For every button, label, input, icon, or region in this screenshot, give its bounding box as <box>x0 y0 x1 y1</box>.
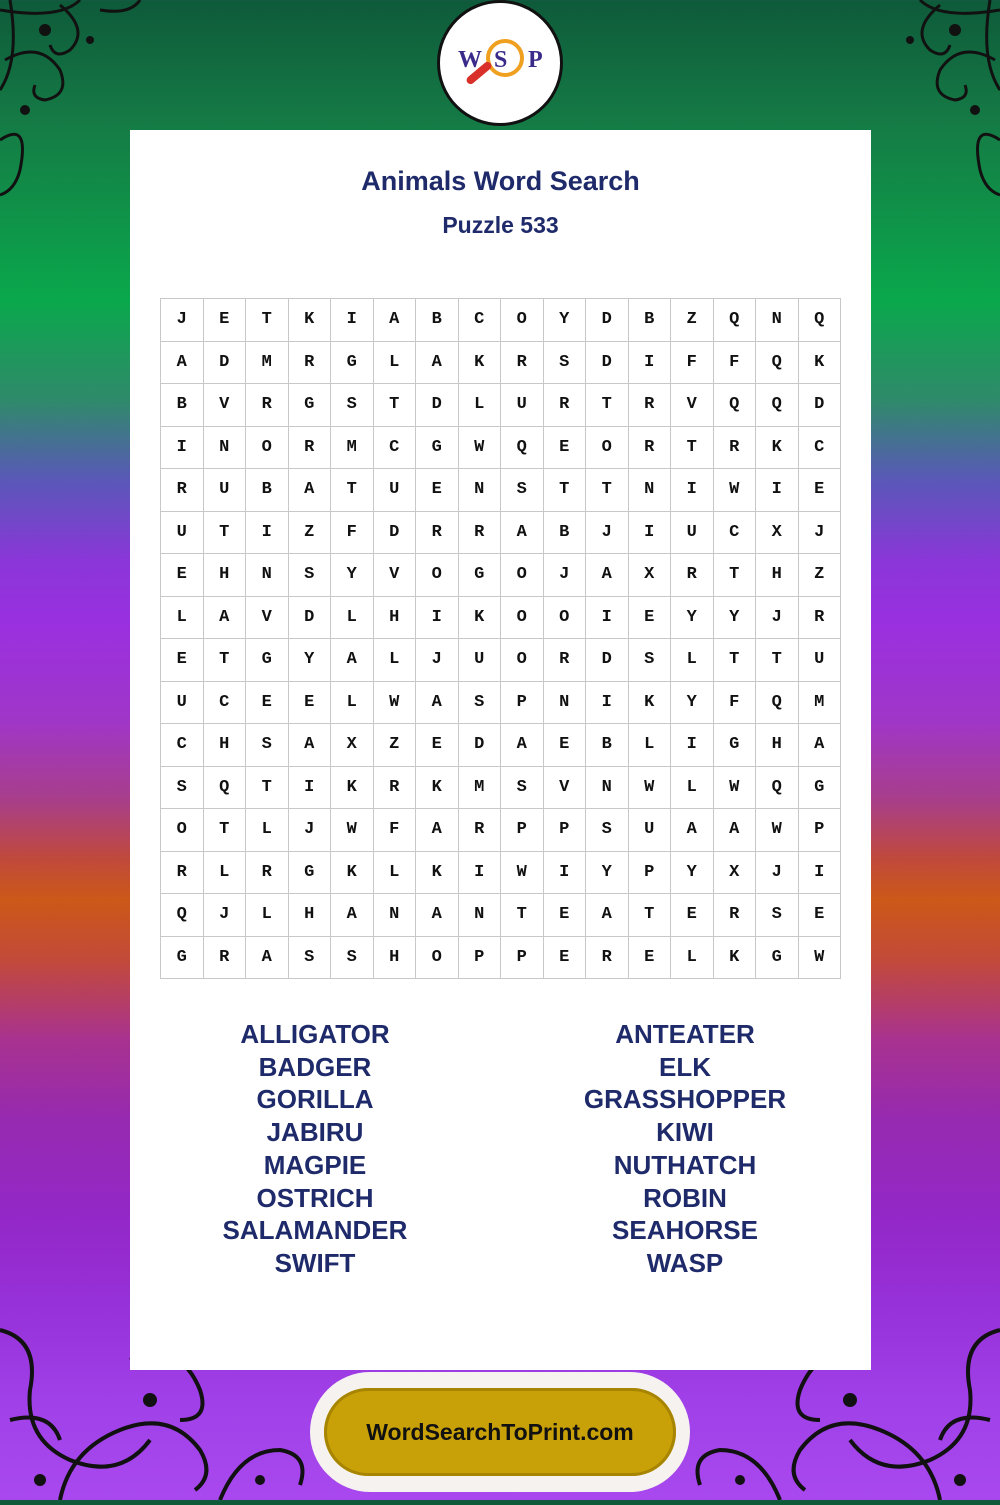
grid-cell[interactable]: K <box>331 767 374 810</box>
grid-cell[interactable]: Z <box>799 554 842 597</box>
grid-cell[interactable]: J <box>586 512 629 555</box>
grid-cell[interactable]: A <box>714 809 757 852</box>
grid-cell[interactable]: D <box>586 639 629 682</box>
grid-cell[interactable]: H <box>756 554 799 597</box>
grid-cell[interactable]: C <box>204 682 247 725</box>
grid-cell[interactable]: R <box>586 937 629 980</box>
grid-cell[interactable]: U <box>459 639 502 682</box>
grid-cell[interactable]: V <box>671 384 714 427</box>
grid-cell[interactable]: J <box>161 299 204 342</box>
word-list-item: SEAHORSE <box>612 1215 758 1246</box>
grid-cell[interactable]: K <box>331 852 374 895</box>
grid-cell[interactable]: L <box>459 384 502 427</box>
grid-cell[interactable]: R <box>459 809 502 852</box>
grid-cell[interactable]: B <box>629 299 672 342</box>
grid-cell[interactable]: P <box>501 809 544 852</box>
grid-cell[interactable]: C <box>161 724 204 767</box>
word-list-item: ALLIGATOR <box>240 1019 390 1049</box>
grid-cell[interactable]: R <box>246 852 289 895</box>
grid-cell[interactable]: Q <box>714 299 757 342</box>
grid-cell[interactable]: X <box>629 554 672 597</box>
grid-cell[interactable]: Z <box>374 724 417 767</box>
grid-cell[interactable]: N <box>544 682 587 725</box>
grid-cell[interactable]: K <box>459 597 502 640</box>
grid-cell[interactable]: R <box>416 512 459 555</box>
grid-cell[interactable]: L <box>246 894 289 937</box>
grid-cell[interactable]: A <box>416 809 459 852</box>
grid-cell[interactable]: L <box>629 724 672 767</box>
word-list-item: OSTRICH <box>256 1182 374 1213</box>
grid-cell[interactable]: Y <box>714 597 757 640</box>
grid-cell[interactable]: T <box>714 554 757 597</box>
grid-cell[interactable]: K <box>416 852 459 895</box>
grid-cell[interactable]: E <box>671 894 714 937</box>
grid-cell[interactable]: R <box>459 512 502 555</box>
word-list-item: ELK <box>659 1051 711 1082</box>
grid-cell[interactable]: P <box>629 852 672 895</box>
grid-cell[interactable]: R <box>161 852 204 895</box>
grid-cell[interactable]: T <box>204 809 247 852</box>
grid-cell[interactable]: Q <box>204 767 247 810</box>
grid-cell[interactable]: S <box>501 469 544 512</box>
grid-cell[interactable]: K <box>629 682 672 725</box>
letter-grid[interactable] <box>160 298 841 979</box>
grid-cell[interactable]: O <box>416 554 459 597</box>
grid-cell[interactable]: W <box>799 937 842 980</box>
grid-cell[interactable]: O <box>501 597 544 640</box>
grid-cell[interactable]: U <box>629 809 672 852</box>
grid-cell[interactable]: F <box>714 682 757 725</box>
grid-cell[interactable]: N <box>459 469 502 512</box>
grid-cell[interactable]: I <box>459 852 502 895</box>
grid-cell[interactable]: A <box>586 894 629 937</box>
grid-cell[interactable]: A <box>289 724 332 767</box>
grid-cell[interactable]: F <box>671 342 714 385</box>
grid-cell[interactable]: Y <box>586 852 629 895</box>
grid-cell[interactable]: Q <box>161 894 204 937</box>
grid-cell[interactable]: L <box>331 597 374 640</box>
grid-cell[interactable]: O <box>416 937 459 980</box>
grid-cell[interactable]: A <box>416 682 459 725</box>
grid-cell[interactable]: V <box>374 554 417 597</box>
grid-cell[interactable]: T <box>501 894 544 937</box>
grid-cell[interactable]: L <box>374 852 417 895</box>
grid-cell[interactable]: C <box>459 299 502 342</box>
logo-letter-s: S <box>494 47 508 73</box>
grid-cell[interactable]: B <box>161 384 204 427</box>
grid-cell[interactable]: A <box>671 809 714 852</box>
word-list-item: BADGER <box>258 1051 372 1082</box>
grid-cell[interactable]: T <box>629 894 672 937</box>
grid-cell[interactable]: S <box>289 554 332 597</box>
word-list-item: JABIRU <box>266 1117 364 1148</box>
logo-letter-p: P <box>528 47 543 73</box>
word-list-item: NUTHATCH <box>613 1149 757 1180</box>
grid-cell[interactable]: Z <box>289 512 332 555</box>
grid-cell[interactable]: E <box>204 299 247 342</box>
grid-cell[interactable]: C <box>374 427 417 470</box>
grid-cell[interactable]: G <box>756 937 799 980</box>
grid-cell[interactable]: D <box>799 384 842 427</box>
word-list-item: SALAMANDER <box>222 1215 408 1246</box>
grid-cell[interactable]: D <box>586 342 629 385</box>
grid-cell[interactable]: E <box>416 724 459 767</box>
grid-cell[interactable]: V <box>246 597 289 640</box>
grid-cell[interactable]: Q <box>756 682 799 725</box>
grid-cell[interactable]: O <box>246 427 289 470</box>
grid-cell[interactable]: I <box>756 469 799 512</box>
grid-cell[interactable]: B <box>246 469 289 512</box>
grid-cell[interactable]: D <box>416 384 459 427</box>
grid-cell[interactable]: H <box>204 724 247 767</box>
grid-cell[interactable]: S <box>629 639 672 682</box>
grid-cell[interactable]: D <box>289 597 332 640</box>
grid-cell[interactable]: A <box>331 639 374 682</box>
grid-cell[interactable]: H <box>204 554 247 597</box>
grid-cell[interactable]: N <box>629 469 672 512</box>
grid-cell[interactable]: K <box>799 342 842 385</box>
grid-cell[interactable]: N <box>246 554 289 597</box>
grid-cell[interactable]: I <box>629 342 672 385</box>
grid-cell[interactable]: I <box>671 724 714 767</box>
site-logo[interactable] <box>437 0 563 126</box>
grid-cell[interactable]: D <box>459 724 502 767</box>
grid-cell[interactable]: H <box>374 597 417 640</box>
grid-cell[interactable]: N <box>586 767 629 810</box>
grid-cell[interactable]: F <box>374 809 417 852</box>
grid-cell[interactable]: V <box>544 767 587 810</box>
grid-cell[interactable]: Y <box>331 554 374 597</box>
grid-cell[interactable]: G <box>799 767 842 810</box>
grid-cell[interactable]: E <box>544 427 587 470</box>
grid-cell[interactable]: R <box>501 342 544 385</box>
grid-cell[interactable]: Q <box>501 427 544 470</box>
grid-cell[interactable]: Y <box>289 639 332 682</box>
grid-cell[interactable]: B <box>586 724 629 767</box>
grid-cell[interactable]: L <box>204 852 247 895</box>
grid-cell[interactable]: A <box>501 724 544 767</box>
grid-cell[interactable]: I <box>331 299 374 342</box>
corner-ornament-top-left <box>0 0 150 200</box>
grid-cell[interactable]: W <box>501 852 544 895</box>
grid-cell[interactable]: C <box>714 512 757 555</box>
grid-cell[interactable]: H <box>756 724 799 767</box>
grid-cell[interactable]: G <box>161 937 204 980</box>
grid-cell[interactable]: T <box>756 639 799 682</box>
grid-cell[interactable]: R <box>714 427 757 470</box>
grid-cell[interactable]: I <box>586 682 629 725</box>
grid-cell[interactable]: Q <box>714 384 757 427</box>
grid-cell[interactable]: R <box>374 767 417 810</box>
grid-cell[interactable]: E <box>544 894 587 937</box>
grid-cell[interactable]: W <box>629 767 672 810</box>
grid-cell[interactable]: I <box>586 597 629 640</box>
grid-cell[interactable]: P <box>544 809 587 852</box>
grid-cell[interactable]: W <box>459 427 502 470</box>
word-list-item: MAGPIE <box>263 1149 367 1180</box>
logo-letter-w: W <box>458 47 482 73</box>
grid-cell[interactable]: I <box>246 512 289 555</box>
grid-cell[interactable]: P <box>799 809 842 852</box>
grid-cell[interactable]: A <box>586 554 629 597</box>
grid-cell[interactable]: L <box>374 342 417 385</box>
corner-ornament-top-right <box>850 0 1000 200</box>
grid-cell[interactable]: D <box>204 342 247 385</box>
grid-cell[interactable]: I <box>671 469 714 512</box>
grid-cell[interactable]: H <box>289 894 332 937</box>
grid-cell[interactable]: R <box>289 342 332 385</box>
grid-cell[interactable]: O <box>501 639 544 682</box>
grid-cell[interactable]: R <box>544 384 587 427</box>
grid-cell[interactable]: T <box>714 639 757 682</box>
grid-cell[interactable]: A <box>161 342 204 385</box>
grid-cell[interactable]: J <box>289 809 332 852</box>
grid-cell[interactable]: L <box>161 597 204 640</box>
grid-cell[interactable]: W <box>331 809 374 852</box>
grid-cell[interactable]: S <box>501 767 544 810</box>
grid-cell[interactable]: A <box>331 894 374 937</box>
grid-cell[interactable]: U <box>204 469 247 512</box>
puzzle-number: Puzzle 533 <box>442 212 559 238</box>
grid-cell[interactable]: L <box>671 639 714 682</box>
grid-cell[interactable]: P <box>459 937 502 980</box>
grid-cell[interactable]: G <box>459 554 502 597</box>
grid-cell[interactable]: A <box>799 724 842 767</box>
grid-cell[interactable]: Y <box>671 852 714 895</box>
grid-cell[interactable]: E <box>799 469 842 512</box>
puzzle-card <box>130 130 871 1370</box>
grid-cell[interactable]: T <box>586 384 629 427</box>
grid-cell[interactable]: L <box>671 937 714 980</box>
grid-cell[interactable]: L <box>671 767 714 810</box>
grid-cell[interactable]: Q <box>756 767 799 810</box>
grid-cell[interactable]: U <box>374 469 417 512</box>
grid-cell[interactable]: Y <box>671 597 714 640</box>
grid-cell[interactable]: D <box>586 299 629 342</box>
grid-cell[interactable]: W <box>756 809 799 852</box>
grid-cell[interactable]: O <box>161 809 204 852</box>
grid-cell[interactable]: R <box>629 384 672 427</box>
grid-cell[interactable]: I <box>629 512 672 555</box>
grid-cell[interactable]: T <box>204 512 247 555</box>
grid-cell[interactable]: E <box>246 682 289 725</box>
grid-cell[interactable]: T <box>204 639 247 682</box>
grid-cell[interactable]: J <box>799 512 842 555</box>
grid-cell[interactable]: J <box>204 894 247 937</box>
grid-cell[interactable]: O <box>586 427 629 470</box>
word-list-item: ANTEATER <box>615 1019 755 1049</box>
grid-cell[interactable]: V <box>204 384 247 427</box>
grid-cell[interactable]: K <box>714 937 757 980</box>
grid-cell[interactable]: A <box>289 469 332 512</box>
grid-cell[interactable]: R <box>799 597 842 640</box>
grid-cell[interactable]: R <box>629 427 672 470</box>
word-list-item: GORILLA <box>256 1084 374 1115</box>
grid-cell[interactable]: U <box>161 512 204 555</box>
grid-cell[interactable]: S <box>586 809 629 852</box>
grid-cell[interactable]: Z <box>671 299 714 342</box>
grid-cell[interactable]: C <box>799 427 842 470</box>
word-list-right-column <box>500 1018 870 1280</box>
grid-cell[interactable]: E <box>629 937 672 980</box>
grid-cell[interactable]: I <box>416 597 459 640</box>
grid-cell[interactable]: R <box>161 469 204 512</box>
grid-cell[interactable]: B <box>544 512 587 555</box>
grid-cell[interactable]: S <box>161 767 204 810</box>
grid-cell[interactable]: U <box>799 639 842 682</box>
grid-cell[interactable]: E <box>161 639 204 682</box>
grid-cell[interactable]: D <box>374 512 417 555</box>
grid-cell[interactable]: W <box>374 682 417 725</box>
grid-cell[interactable]: T <box>246 299 289 342</box>
grid-cell[interactable]: T <box>331 469 374 512</box>
word-list-left-column <box>130 1018 500 1280</box>
magnifier-icon <box>450 33 550 93</box>
grid-cell[interactable]: O <box>501 554 544 597</box>
grid-cell[interactable]: L <box>331 682 374 725</box>
grid-cell[interactable]: N <box>459 894 502 937</box>
grid-cell[interactable]: T <box>246 767 289 810</box>
grid-cell[interactable]: R <box>544 639 587 682</box>
grid-cell[interactable]: P <box>501 937 544 980</box>
grid-cell[interactable]: W <box>714 469 757 512</box>
grid-cell[interactable]: Q <box>756 384 799 427</box>
grid-cell[interactable]: G <box>246 639 289 682</box>
word-list-item: SWIFT <box>274 1247 356 1278</box>
grid-cell[interactable]: T <box>586 469 629 512</box>
grid-cell[interactable]: S <box>246 724 289 767</box>
grid-cell[interactable]: S <box>331 937 374 980</box>
grid-cell[interactable]: T <box>374 384 417 427</box>
grid-cell[interactable]: L <box>374 639 417 682</box>
grid-cell[interactable]: J <box>416 639 459 682</box>
grid-cell[interactable]: R <box>246 384 289 427</box>
grid-cell[interactable]: M <box>799 682 842 725</box>
grid-cell[interactable]: S <box>756 894 799 937</box>
page-title: Animals Word Search <box>361 166 640 196</box>
grid-cell[interactable]: B <box>416 299 459 342</box>
grid-cell[interactable]: S <box>331 384 374 427</box>
grid-cell[interactable]: R <box>714 894 757 937</box>
website-link-button[interactable]: WordSearchToPrint.com <box>324 1388 676 1476</box>
grid-cell[interactable]: E <box>289 682 332 725</box>
grid-cell[interactable]: J <box>544 554 587 597</box>
grid-cell[interactable]: F <box>714 342 757 385</box>
grid-cell[interactable]: U <box>671 512 714 555</box>
grid-cell[interactable]: N <box>756 299 799 342</box>
grid-cell[interactable]: G <box>289 384 332 427</box>
word-list-item: ROBIN <box>643 1182 727 1213</box>
grid-cell[interactable]: E <box>161 554 204 597</box>
word-list-item: KIWI <box>656 1117 714 1148</box>
grid-cell[interactable]: X <box>714 852 757 895</box>
grid-cell[interactable]: X <box>756 512 799 555</box>
grid-cell[interactable]: I <box>544 852 587 895</box>
grid-cell[interactable]: E <box>544 937 587 980</box>
grid-cell[interactable]: K <box>416 767 459 810</box>
grid-cell[interactable]: S <box>289 937 332 980</box>
grid-cell[interactable]: G <box>331 342 374 385</box>
grid-cell[interactable]: N <box>374 894 417 937</box>
grid-cell[interactable]: A <box>374 299 417 342</box>
grid-cell[interactable]: R <box>204 937 247 980</box>
grid-cell[interactable]: J <box>756 852 799 895</box>
grid-cell[interactable]: K <box>756 427 799 470</box>
grid-cell[interactable]: U <box>501 384 544 427</box>
word-list-item: WASP <box>646 1247 724 1278</box>
grid-cell[interactable]: A <box>501 512 544 555</box>
grid-cell[interactable]: A <box>416 342 459 385</box>
grid-cell[interactable]: U <box>161 682 204 725</box>
grid-cell[interactable]: H <box>374 937 417 980</box>
grid-cell[interactable]: N <box>204 427 247 470</box>
grid-cell[interactable]: M <box>459 767 502 810</box>
grid-cell[interactable]: W <box>714 767 757 810</box>
grid-cell[interactable]: R <box>289 427 332 470</box>
grid-cell[interactable]: O <box>544 597 587 640</box>
grid-cell[interactable]: I <box>161 427 204 470</box>
grid-cell[interactable]: P <box>501 682 544 725</box>
grid-cell[interactable]: G <box>416 427 459 470</box>
grid-cell[interactable]: R <box>671 554 714 597</box>
grid-cell[interactable]: Y <box>544 299 587 342</box>
grid-cell[interactable]: E <box>416 469 459 512</box>
grid-cell[interactable]: A <box>416 894 459 937</box>
grid-cell[interactable]: Q <box>799 299 842 342</box>
grid-cell[interactable]: T <box>671 427 714 470</box>
grid-cell[interactable]: M <box>246 342 289 385</box>
grid-cell[interactable]: K <box>289 299 332 342</box>
grid-cell[interactable]: I <box>289 767 332 810</box>
grid-cell[interactable]: A <box>204 597 247 640</box>
grid-cell[interactable]: A <box>246 937 289 980</box>
word-list-item: GRASSHOPPER <box>583 1084 787 1115</box>
grid-cell[interactable]: Q <box>756 342 799 385</box>
grid-cell[interactable]: E <box>799 894 842 937</box>
grid-cell[interactable]: E <box>544 724 587 767</box>
grid-cell[interactable]: G <box>714 724 757 767</box>
grid-cell[interactable]: K <box>459 342 502 385</box>
grid-cell[interactable]: S <box>544 342 587 385</box>
grid-cell[interactable]: F <box>331 512 374 555</box>
grid-cell[interactable]: X <box>331 724 374 767</box>
grid-cell[interactable]: L <box>246 809 289 852</box>
grid-cell[interactable]: M <box>331 427 374 470</box>
grid-cell[interactable]: E <box>629 597 672 640</box>
grid-cell[interactable]: J <box>756 597 799 640</box>
grid-cell[interactable]: S <box>459 682 502 725</box>
grid-cell[interactable]: I <box>799 852 842 895</box>
grid-cell[interactable]: Y <box>671 682 714 725</box>
grid-cell[interactable]: O <box>501 299 544 342</box>
grid-cell[interactable]: T <box>544 469 587 512</box>
grid-cell[interactable]: G <box>289 852 332 895</box>
